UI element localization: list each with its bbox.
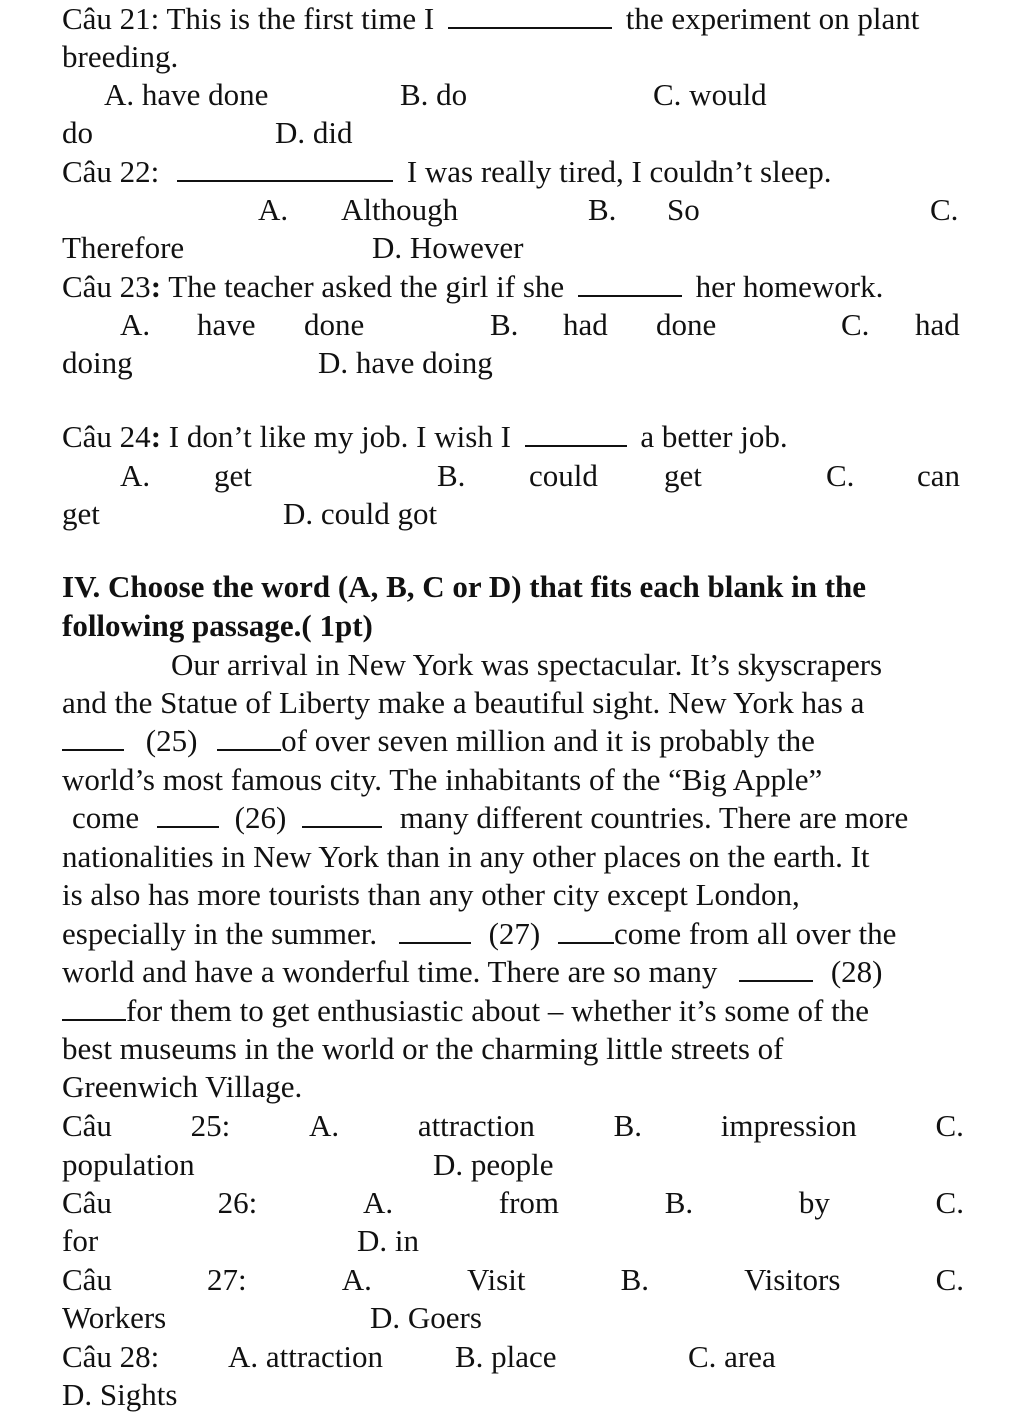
q25-option-a-word: attraction [417,1108,535,1143]
passage-line-7: is also has more tourists than any other city except London, [62,877,800,912]
q25-option-c-word: population [62,1147,195,1182]
q26-option-b-letter: B. [664,1185,694,1220]
q21-option-c: C. would [653,77,767,112]
q23-option-b-w2: done [656,307,717,342]
q27-option-c-letter: C. [935,1262,964,1297]
passage-line-8-start: especially in the summer. [62,916,378,951]
q25-option-d: D. people [433,1147,554,1182]
q26-label: Câu [62,1185,112,1220]
q22-blank [177,154,393,182]
blank-26-left [157,800,219,828]
q26-option-a-letter: A. [362,1185,394,1220]
q24-option-b-letter: B. [437,458,466,493]
q22-option-b-word: So [667,192,700,227]
blank-27-right [558,916,614,944]
q24-blank [525,419,627,447]
q27-option-b-word: Visitors [744,1262,841,1297]
q23-stem-text-2: her homework. [695,269,884,304]
q25-label: Câu [62,1108,112,1143]
passage-line-5-text: many different countries. There are more [399,800,909,835]
q24-option-a-letter: A. [120,458,151,493]
q24-prefix: Câu 24 [62,419,151,454]
passage-line-11: best museums in the world or the charming little streets of [62,1031,784,1066]
q23-option-b-letter: B. [490,307,519,342]
q24-stem-text: I don’t like my job. I wish I [168,419,511,454]
q22-option-a-word: Although [341,192,459,227]
q26-number: 26: [217,1185,258,1220]
q21-stem [62,0,919,38]
q27-option-c-word: Workers [62,1300,167,1335]
q26-option-b-word: by [798,1185,830,1220]
q21-stem-cont: breeding. [62,39,179,74]
blank-26-number: (26) [234,800,287,835]
passage-line-4: world’s most famous city. The inhabitants of the “Big Apple” [62,762,823,797]
q27-option-a-letter: A. [341,1262,372,1297]
passage-line-2: and the Statue of Liberty make a beautiful sight. New York has a [62,685,865,720]
q24-option-b-w1: could [529,458,598,493]
passage-line-10 [62,992,869,1030]
passage-line-10-text: for them to get enthusiastic about – whether it’s some of the [126,993,869,1028]
q22-stem-text-2: I was really tired, I couldn’t sleep. [406,154,832,189]
q25-row [62,1107,964,1145]
q24-stem-text-2: a better job. [640,419,788,454]
q24-option-b-w2: get [664,458,702,493]
q25-option-c-letter: C. [935,1108,964,1143]
q25-option-b-word: impression [720,1108,857,1143]
q23-option-c-w1: had [915,307,960,342]
blank-27-number: (27) [488,916,541,951]
q26-option-c-word: for [62,1223,99,1258]
q23-prefix: Câu 23 [62,269,151,304]
blank-28-left [739,954,813,982]
q22-option-c-word: Therefore [62,230,185,265]
q21-option-a: A. have done [104,77,269,112]
blank-28-right [62,993,126,1021]
q21-stem-text-2: the experiment on plant [625,1,920,36]
q21-option-c-cont: do [62,115,93,150]
q27-option-a-word: Visit [467,1262,526,1297]
passage-line-3-text: of over seven million and it is probably the [281,723,815,758]
passage-line-8-text: come from all over the [614,916,897,951]
passage-line-3 [62,722,815,760]
q22-stem [62,153,832,191]
q24-option-c-w1: can [917,458,961,493]
q27-row [62,1261,964,1299]
q23-option-c-letter: C. [841,307,870,342]
blank-27-left [399,916,471,944]
q22-option-c-letter: C. [930,192,959,227]
q22-option-a-letter: A. [258,192,289,227]
q28-option-a: A. attraction [228,1339,383,1374]
q21-blank [448,1,612,29]
q24-option-c-cont: get [62,496,100,531]
passage-line-9 [62,953,883,991]
q23-stem [62,268,883,306]
passage-line-9-text: world and have a wonderful time. There are so many [62,954,718,989]
q23-option-a-letter: A. [120,307,151,342]
q24-option-a-w1: get [214,458,252,493]
q24-colon: : [150,419,162,454]
q26-row [62,1184,964,1222]
q25-number: 25: [190,1108,231,1143]
q21-option-b: B. do [400,77,468,112]
q23-option-c-cont: doing [62,345,133,380]
q27-option-d: D. Goers [370,1300,482,1335]
blank-25-right [217,723,281,751]
q28-option-c: C. area [688,1339,776,1374]
q24-option-d: D. could got [283,496,438,531]
q23-option-a-w2: done [304,307,365,342]
q23-option-d: D. have doing [318,345,493,380]
q24-option-c-letter: C. [826,458,855,493]
q23-option-b-w1: had [563,307,608,342]
q22-option-b-letter: B. [588,192,617,227]
q28-option-d: D. Sights [62,1377,178,1412]
passage-line-1: Our arrival in New York was spectacular. It’s skyscrapers [171,647,883,682]
q26-option-c-letter: C. [935,1185,964,1220]
q27-option-b-letter: B. [620,1262,650,1297]
q28-option-b: B. place [455,1339,557,1374]
passage-line-6: nationalities in New York than in any other places on the earth. It [62,839,870,874]
q27-number: 27: [207,1262,247,1297]
q22-stem-text: Câu 22: [62,154,160,189]
section-heading-cont: following passage.( 1pt) [62,608,373,643]
q25-option-b-letter: B. [613,1108,643,1143]
q23-option-a-w1: have [197,307,256,342]
blank-25-left [62,723,124,751]
q27-label: Câu [62,1262,112,1297]
q23-blank [578,269,682,297]
q25-option-a-letter: A. [308,1108,340,1143]
passage-line-8 [62,915,896,953]
q21-option-d: D. did [275,115,353,150]
q23-colon: : [150,269,162,304]
passage-line-5-start: come [72,800,140,835]
q22-option-d: D. However [372,230,524,265]
passage-line-12: Greenwich Village. [62,1069,303,1104]
blank-28-number: (28) [830,954,883,989]
q26-option-a-word: from [498,1185,560,1220]
q23-stem-text: The teacher asked the girl if she [168,269,565,304]
q28-label: Câu 28: [62,1339,160,1374]
q21-stem-text: Câu 21: This is the first time I [62,1,435,36]
blank-26-right [302,800,382,828]
q24-stem [62,418,788,456]
blank-25-number: (25) [145,723,198,758]
passage-line-5 [72,799,908,837]
q26-option-d: D. in [357,1223,419,1258]
section-heading: IV. Choose the word (A, B, C or D) that fits each blank in the [62,569,867,604]
